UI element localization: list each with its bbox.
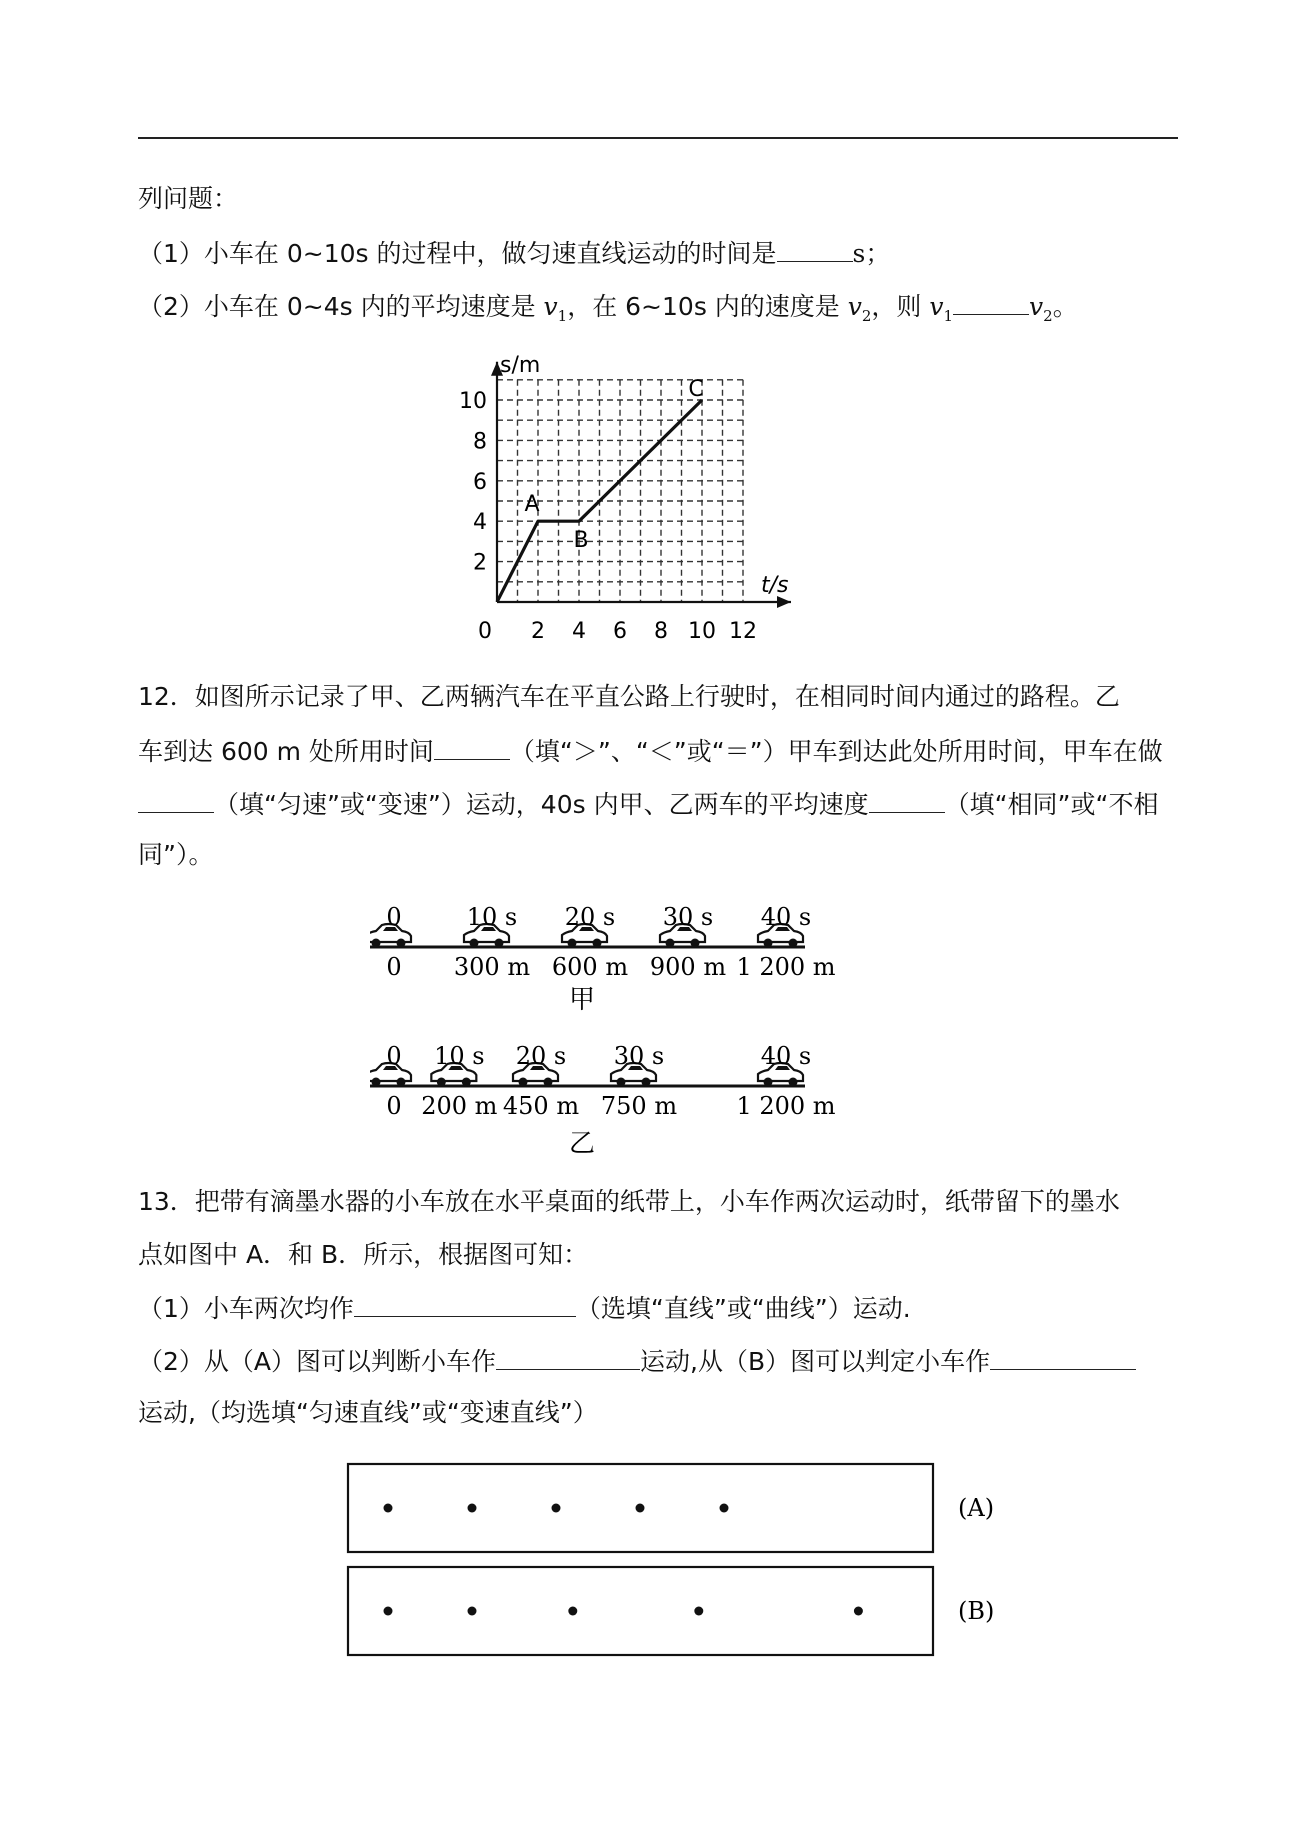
car-wheel — [691, 939, 700, 948]
v1-symbol-compare: v — [929, 292, 944, 321]
x-tick-label: 12 — [729, 619, 757, 644]
q11-blank-2[interactable] — [953, 288, 1029, 315]
chart-grid — [497, 380, 743, 602]
ink-dot — [694, 1607, 703, 1616]
car-wheel — [617, 1078, 626, 1087]
q13-blank-1[interactable] — [354, 1290, 576, 1317]
distance-label: 900 m — [649, 953, 727, 981]
intro-text: 列问题： — [138, 184, 239, 213]
car-wheel — [544, 1078, 553, 1087]
car-wheel — [437, 1078, 446, 1087]
ink-dot — [468, 1504, 477, 1513]
q13-line1: 13．把带有滴墨水器的小车放在水平桌面的纸带上，小车作两次运动时，纸带留下的墨水 — [138, 1187, 1120, 1216]
q12-line3-b: （填“相同”或“不相 — [944, 790, 1159, 819]
x-tick-label: 4 — [572, 619, 586, 644]
time-label: 30 s — [613, 1042, 665, 1070]
ink-dot — [552, 1504, 561, 1513]
time-label: 30 s — [662, 903, 714, 931]
car-wheel — [462, 1078, 471, 1087]
x-tick-label: 6 — [613, 619, 627, 644]
tape-b — [348, 1567, 994, 1655]
q12-blank-1[interactable] — [434, 733, 510, 760]
tape-a — [348, 1464, 994, 1552]
q12-line2-b: （填“＞”、“＜”或“＝”）甲车到达此处所用时间，甲车在做 — [509, 737, 1163, 766]
ink-dot — [384, 1504, 393, 1513]
q11-part2-b: ，在 6~10s 内的速度是 — [567, 292, 848, 321]
point-label-a: A — [524, 492, 540, 518]
chart-annotations — [524, 377, 703, 553]
ink-dot — [854, 1607, 863, 1616]
v1-subscript: 1 — [557, 307, 568, 325]
q12-line4: 同”）。 — [138, 840, 214, 869]
ink-dot — [568, 1607, 577, 1616]
q12-line3-a: （填“匀速”或“变速”）运动，40s 内甲、乙两车的平均速度 — [214, 790, 869, 819]
q12-line1: 12．如图所示记录了甲、乙两辆汽车在平直公路上行驶时，在相同时间内通过的路程。乙 — [138, 682, 1120, 711]
distance-label: 1 200 m — [736, 953, 836, 981]
y-tick-label: 8 — [473, 429, 487, 455]
car-wheel — [789, 1078, 798, 1087]
q11-part1-prefix: （1）小车在 0~10s 的过程中，做匀速直线运动的时间是 — [138, 239, 777, 268]
header-rule — [138, 137, 1178, 139]
time-label: 0 — [386, 903, 402, 931]
q13-line4 — [138, 1343, 1136, 1379]
tape-figure — [340, 1440, 1020, 1710]
point-label-b: B — [573, 528, 589, 554]
distance-label: 1 200 m — [736, 1092, 836, 1120]
time-label: 0 — [386, 1042, 402, 1070]
q12-blank-2[interactable] — [138, 786, 214, 813]
q13-line2: 点如图中 A．和 B．所示，根据图可知： — [138, 1240, 589, 1269]
track-label: 乙 — [568, 1129, 596, 1159]
track-yi — [370, 1042, 836, 1159]
distance-label: 300 m — [453, 953, 531, 981]
y-tick-label: 2 — [473, 550, 487, 576]
ink-dot — [720, 1504, 729, 1513]
y-axis-label: s/m — [500, 352, 541, 378]
tape-label: (B) — [958, 1597, 995, 1625]
x-axis-label: t/s — [761, 573, 789, 598]
cars-figure — [370, 890, 950, 1180]
car-wheel — [568, 939, 577, 948]
v1-subscript-compare: 1 — [943, 307, 954, 325]
car-wheel — [372, 939, 381, 948]
distance-label: 750 m — [600, 1092, 678, 1120]
q11-part2-end: 。 — [1052, 292, 1078, 321]
q11-blank-1[interactable] — [777, 235, 853, 262]
car-wheel — [764, 1078, 773, 1087]
car-wheel — [642, 1078, 651, 1087]
q11-part1-suffix: s； — [852, 239, 891, 268]
q13-line3 — [138, 1290, 911, 1326]
time-label: 10 s — [434, 1042, 485, 1070]
tape-label: (A) — [958, 1494, 995, 1522]
q11-part2-c: ，则 — [871, 292, 930, 321]
time-label: 10 s — [466, 903, 518, 931]
ink-dot — [636, 1504, 645, 1513]
car-wheel — [519, 1078, 528, 1087]
y-tick-label: 10 — [459, 389, 487, 414]
q11-part1 — [138, 235, 890, 271]
distance-label: 0 — [386, 953, 402, 981]
st-chart — [440, 340, 860, 650]
distance-label: 0 — [386, 1092, 402, 1120]
q13-line3-a: （1）小车两次均作 — [138, 1294, 354, 1323]
q13-line4-a: （2）从（A）图可以判断小车作 — [138, 1347, 497, 1376]
time-label: 40 s — [760, 903, 812, 931]
q13-line5: 运动,（均选填“匀速直线”或“变速直线”） — [138, 1398, 598, 1427]
car-wheel — [372, 1078, 381, 1087]
ink-dot — [468, 1607, 477, 1616]
q13-line3-b: （选填“直线”或“曲线”）运动. — [575, 1294, 911, 1323]
distance-label: 200 m — [421, 1092, 498, 1120]
car-wheel — [666, 939, 675, 948]
q12-line2-a: 车到达 600 m 处所用时间 — [138, 737, 434, 766]
y-tick-label: 4 — [473, 510, 487, 536]
q12-blank-3[interactable] — [869, 786, 945, 813]
q13-blank-2[interactable] — [496, 1343, 640, 1370]
time-label: 20 s — [515, 1042, 567, 1070]
v1-symbol: v — [543, 292, 558, 321]
x-tick-label: 8 — [654, 619, 668, 644]
time-label: 40 s — [760, 1042, 812, 1070]
q11-part2 — [138, 288, 1078, 333]
v2-symbol-compare: v — [1029, 292, 1044, 321]
chart-ticks — [459, 389, 757, 644]
car-wheel — [470, 939, 479, 948]
car-wheel — [397, 1078, 406, 1087]
q11-part2-a: （2）小车在 0~4s 内的平均速度是 — [138, 292, 544, 321]
v2-subscript: 2 — [861, 307, 872, 325]
q12-line3 — [138, 786, 1158, 822]
x-tick-label: 10 — [688, 619, 716, 644]
distance-label: 450 m — [502, 1092, 580, 1120]
x-tick-label: 2 — [531, 619, 545, 644]
car-wheel — [764, 939, 773, 948]
ink-dot — [384, 1607, 393, 1616]
y-tick-label: 6 — [473, 469, 487, 495]
point-label-c: C — [688, 377, 704, 402]
q12-line2 — [138, 733, 1163, 769]
paper-tape — [348, 1567, 933, 1655]
car-wheel — [397, 939, 406, 948]
distance-label: 600 m — [551, 953, 629, 981]
v2-symbol: v — [847, 292, 862, 321]
time-label: 20 s — [564, 903, 616, 931]
v2-subscript-compare: 2 — [1043, 307, 1053, 325]
car-wheel — [593, 939, 602, 948]
car-wheel — [789, 939, 798, 948]
car-wheel — [495, 939, 504, 948]
q13-blank-3[interactable] — [990, 1343, 1136, 1370]
q13-line4-b: 运动,从（B）图可以判定小车作 — [640, 1347, 991, 1376]
x-tick-label: 0 — [478, 619, 492, 644]
track-label: 甲 — [568, 985, 596, 1015]
track-jia — [370, 903, 836, 1015]
